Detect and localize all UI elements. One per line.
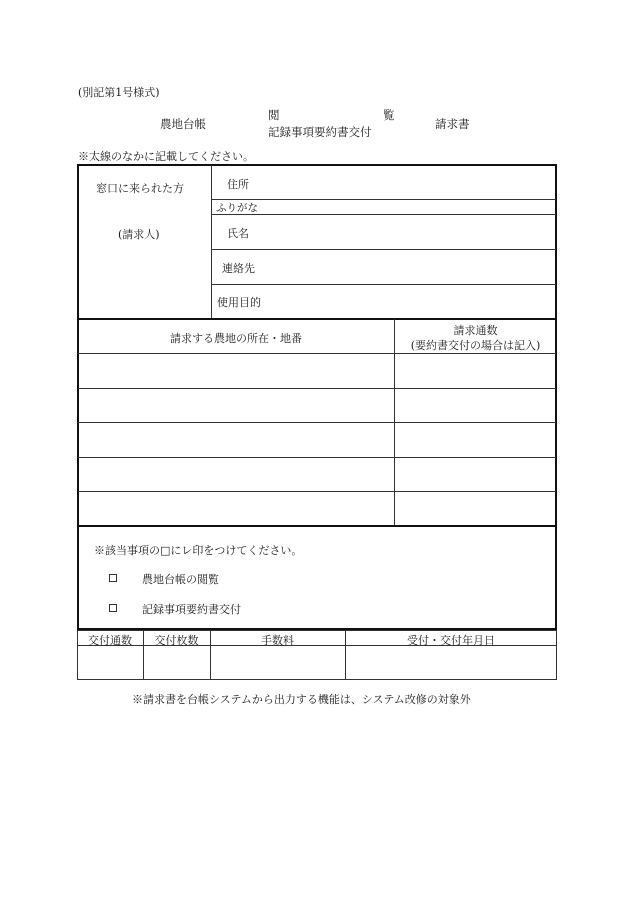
- table-row[interactable]: [78, 354, 394, 388]
- checkbox-summary[interactable]: [109, 604, 117, 612]
- address-label: 住所: [227, 178, 249, 191]
- form-number: (別記第1号様式): [78, 86, 160, 99]
- copies-header-line2: (要約書交付の場合は記入): [410, 339, 541, 352]
- checkbox-view[interactable]: [109, 574, 117, 582]
- table-row[interactable]: [78, 492, 394, 525]
- office-header-sheets: 交付枚数: [154, 634, 199, 647]
- check-instruction: ※該当事項の□にレ印をつけてください。: [94, 544, 303, 557]
- table-row[interactable]: [78, 458, 394, 491]
- option-view-label: 農地台帳の閲覧: [142, 573, 219, 586]
- instruction-text: ※太線のなかに記載してください。: [78, 150, 254, 163]
- applicant-divider: [211, 165, 212, 319]
- requester-label: (請求人): [118, 228, 160, 241]
- footnote: ※請求書を台帳システムから出力する機能は、システム改修の対象外: [132, 693, 471, 706]
- purpose-label: 使用目的: [217, 296, 261, 309]
- option-summary-label: 記録事項要約書交付: [142, 603, 241, 616]
- office-header-copies: 交付通数: [88, 634, 132, 647]
- furigana-label: ふりがな: [216, 202, 258, 214]
- location-header: 請求する農地の所在・地番: [170, 332, 302, 345]
- title-mid-bottom: 記録事項要約書交付: [268, 125, 372, 139]
- office-header-date: 受付・交付年月日: [407, 634, 495, 647]
- title-left: 農地台帳: [160, 117, 206, 131]
- table-row[interactable]: [78, 389, 394, 422]
- title-mid-top: 閲 覧: [268, 108, 395, 122]
- office-header-fee: 手数料: [261, 634, 294, 647]
- title-right: 請求書: [435, 117, 470, 131]
- copies-header-line1: 請求通数: [453, 324, 498, 337]
- visitor-label: 窓口に来られた方: [96, 182, 184, 195]
- table-row[interactable]: [78, 423, 394, 457]
- contact-label: 連絡先: [222, 262, 255, 275]
- name-label: 氏名: [227, 227, 249, 240]
